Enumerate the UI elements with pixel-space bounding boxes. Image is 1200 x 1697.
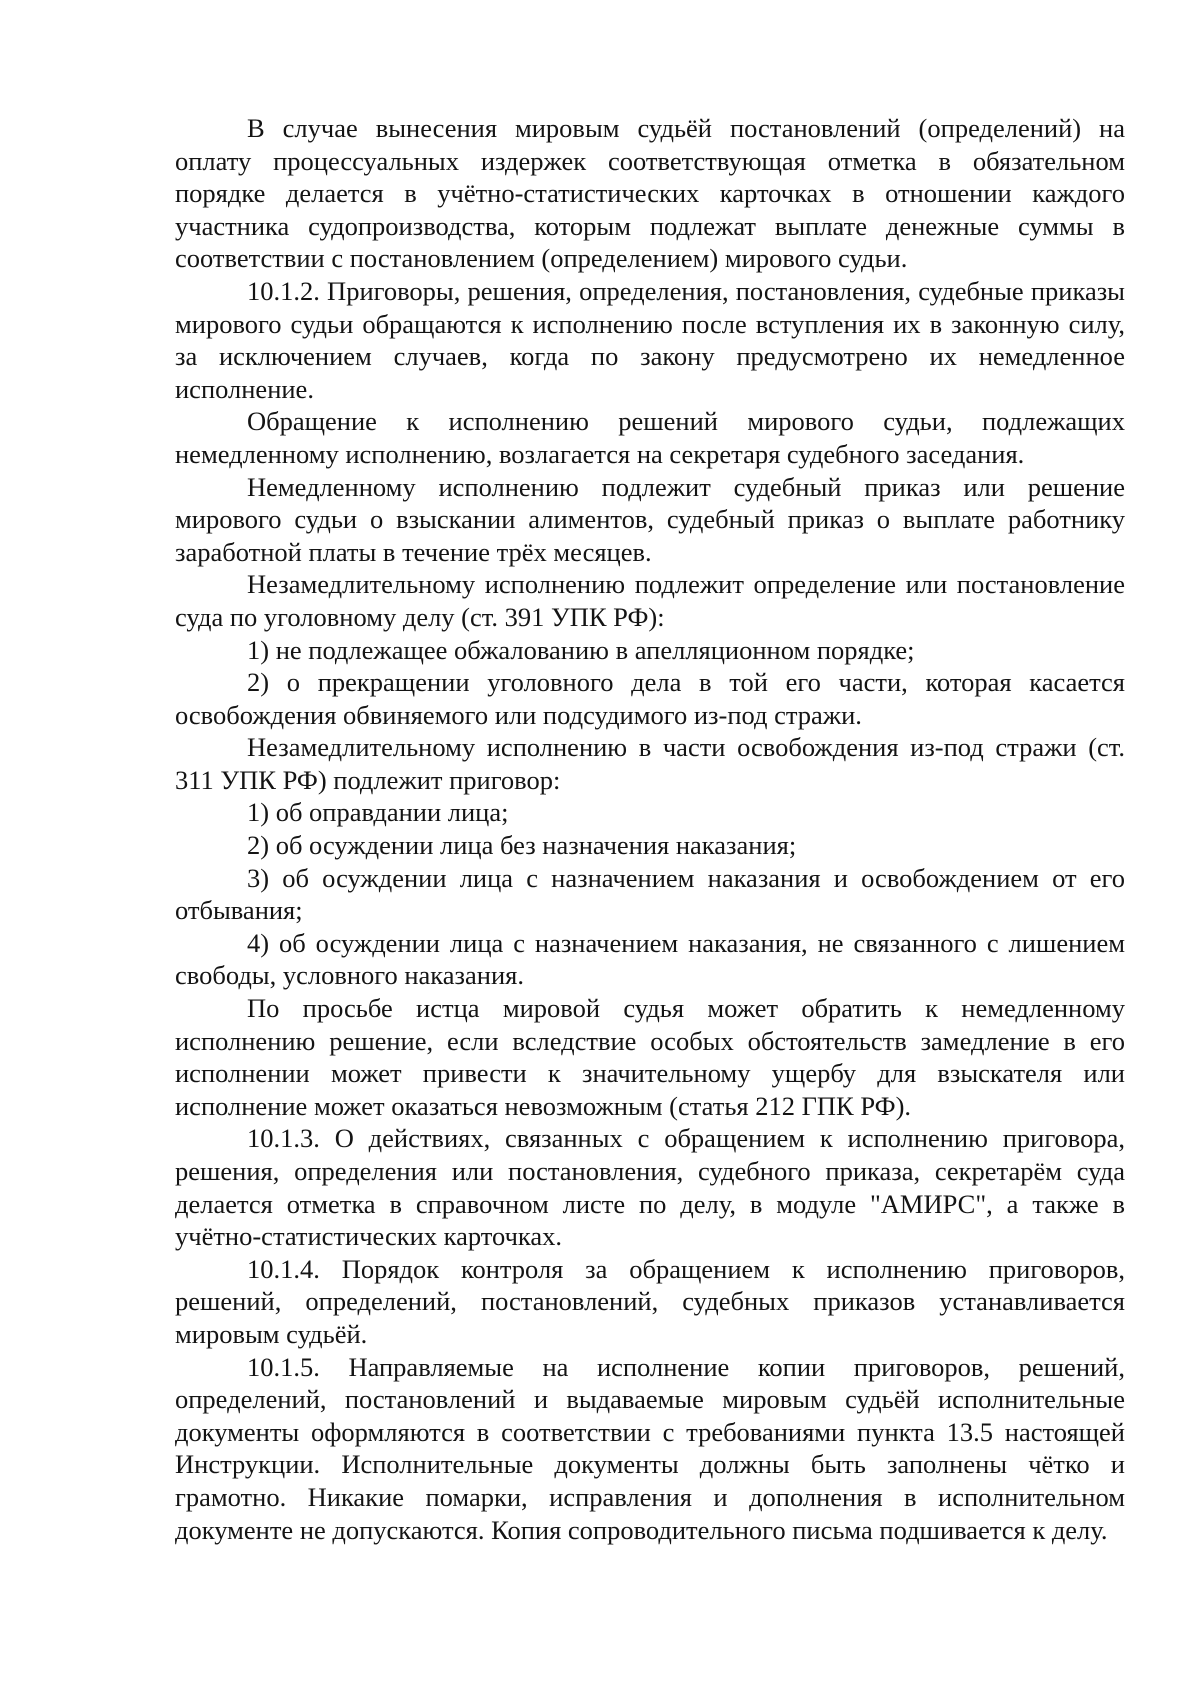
list-item-exempted: 3) об осуждении лица с назначением наказания и освобождением от его отбывания; xyxy=(175,862,1125,926)
paragraph-10-1-2: 10.1.2. Приговоры, решения, определения, постановления, судебные приказы мирового судьи обращаются к исполнению после вступления их в законную силу, за исключением случаев, когда по закону предусмотрено их немедленное исполнение. xyxy=(175,275,1125,404)
paragraph-immediate-execution-subject: Немедленному исполнению подлежит судебный приказ или решение мирового судьи о взыскании алиментов, судебный приказ о выплате работнику заработной платы в течение трёх месяцев. xyxy=(175,471,1125,567)
list-item-case-termination: 2) о прекращении уголовного дела в той его части, которая касается освобождения обвиняемого или подсудимого из-под стражи. xyxy=(175,667,1125,730)
list-item-not-appealable: 1) не подлежащее обжалованию в апелляционном порядке; xyxy=(247,634,915,665)
paragraph-10-1-4: 10.1.4. Порядок контроля за обращением к исполнению приговоров, решений, определений, постановлений, судебных приказов устанавливается мировым судьёй. xyxy=(175,1253,1125,1349)
paragraph-release-from-custody: Незамедлительному исполнению в части освобождения из-под стражи (ст. 311 УПК РФ) подлежит приговор: xyxy=(175,732,1125,795)
document-page xyxy=(175,112,1125,1546)
paragraph-10-1-5: 10.1.5. Направляемые на исполнение копии приговоров, решений, определений, постановлений и выдаваемые мировым судьёй исполнительные документы оформляются в соответствии с требованиями пункта 13.5 настоящей Инструкции. Исполнительные документы должны быть заполнены чётко и грамотно. Никакие помарки, исправления и дополнения в исполнительном документе не допускаются. Копия сопроводительного письма подшивается к делу. xyxy=(175,1351,1125,1545)
paragraph-criminal-immediate: Незамедлительному исполнению подлежит определение или постановление суда по уголовному делу (ст. 391 УПК РФ): xyxy=(175,569,1125,632)
list-item-acquittal: 1) об оправдании лица; xyxy=(247,797,509,828)
list-item-suspended: 4) об осуждении лица с назначением наказания, не связанного с лишением свободы, условного наказания. xyxy=(175,927,1125,991)
paragraph-plaintiff-request: По просьбе истца мировой судья может обратить к немедленному исполнению решение, если вследствие особых обстоятельств замедление в его исполнении может привести к значительному ущербу для взыскателя или исполнение может оказаться невозможным (статья 212 ГПК РФ). xyxy=(175,993,1125,1121)
list-item-no-punishment: 2) об осуждении лица без назначения наказания; xyxy=(247,830,797,861)
paragraph-immediate-execution-duty: Обращение к исполнению решений мирового судьи, подлежащих немедленному исполнению, возлагается на секретаря судебного заседания. xyxy=(175,406,1125,469)
paragraph-10-1-3: 10.1.3. О действиях, связанных с обращением к исполнению приговора, решения, определения или постановления, судебного приказа, секретарём суда делается отметка в справочном листе по делу, в модуле "АМИРС", а также в учётно-статистических карточках. xyxy=(175,1123,1125,1252)
paragraph-costs-mark: В случае вынесения мировым судьёй постановлений (определений) на оплату процессуальных издержек соответствующая отметка в обязательном порядке делается в учётно-статистических карточках в отношении каждого участника судопроизводства, которым подлежат выплате денежные суммы в соответствии с постановлением (определением) мирового судьи. xyxy=(175,113,1125,274)
